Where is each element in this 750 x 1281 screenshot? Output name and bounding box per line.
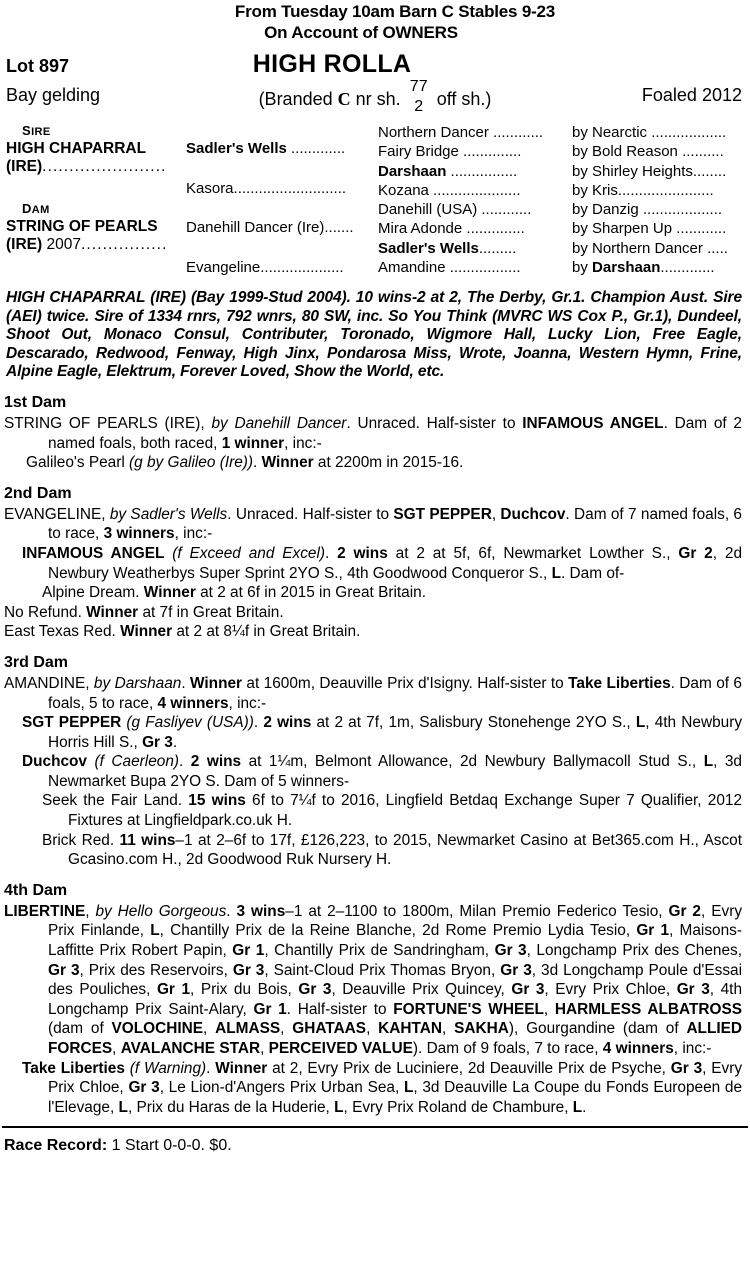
ggp-sire-cell [572, 200, 746, 219]
great-grandparent-cell [378, 258, 572, 277]
dam-sire-text: by Danehill Dancer [211, 414, 347, 432]
dam-origin: (IRE) [6, 236, 43, 253]
sire-origin-line [6, 158, 186, 176]
first-dam-progeny: Galileo's Pearl (g by Galileo (Ire)). Winner at 2200m in 2015-16. [26, 454, 464, 472]
third-dam-progeny: Brick Red. 11 wins–1 at 2–6f to 17f, £126,223, to 2015, Newmarket Casino at Bet365.com H., Ascot Gcasino.com H., 2d Goodwood Ruk Nursery H. [42, 831, 742, 869]
great-grandparent-cell [378, 200, 572, 219]
dam-year: 2007 [46, 236, 81, 253]
winner-count: 1 winner [221, 434, 285, 452]
dam-status: Winner [190, 674, 243, 692]
ggp-sire-name: by Bold Reason [572, 143, 678, 161]
grandparent-leader-dots: ............. [286, 140, 346, 157]
dam-status: 3 wins [236, 902, 286, 920]
race-record [0, 1137, 750, 1155]
grade-badge: Gr 2 [668, 902, 701, 920]
section-heading-1st-dam: 1st Dam [4, 393, 67, 411]
lot-title-row [0, 50, 750, 79]
fourth-dam-progeny: Take Liberties (f Warning). Winner at 2, Evry Prix de Luciniere, 2d Deauville Prix de Psyche, Gr 3, Evry Prix Chloe, Gr 3, Le Lion-d'Angers Prix Urban Sea, L, 3d Deauville La Coupe du Fonds Europeen de l'Elevage, L, Prix du Haras de la Huderie, L, Evry Prix Roland de Chambure, L. [22, 1059, 743, 1116]
brand-denominator: 2 [414, 98, 424, 115]
dam-name-text: EVANGELINE, [4, 505, 110, 523]
dam-origin-line [6, 236, 186, 254]
grandparent-leader-dots: ....... [324, 219, 354, 236]
brand-prefix: (Branded [258, 88, 333, 109]
ggp-sire-leader-dots: ........ [692, 162, 727, 180]
second-dam-progeny: INFAMOUS ANGEL (f Exceed and Excel). 2 wins at 2 at 5f, 6f, Newmarket Lowther S., Gr 2, 2d Newbury Weatherbys Super Sprint 2YO S., 4th Goodwood Conqueror S., L. Dam of- [22, 544, 743, 582]
dam-leader-dots: ................ [80, 236, 168, 253]
sire-label: SIRE [22, 123, 51, 138]
progeny-name: Brick Red. [42, 831, 120, 849]
progeny-breeding: (f Caerleon) [87, 753, 179, 771]
progeny-status: Winner [86, 603, 139, 621]
progeny-breeding: (f Warning) [124, 1059, 207, 1077]
great-grandparent-cell [378, 181, 572, 200]
progeny-name: INFAMOUS ANGEL [22, 544, 165, 562]
pedigree-column-greatgrandparents [378, 123, 572, 279]
pedigree-column-sireline [572, 123, 746, 279]
progeny-status: 2 wins [190, 753, 242, 771]
sire-origin: (IRE) [6, 158, 43, 175]
section-heading-2nd-dam: 2nd Dam [4, 484, 72, 502]
inc-text: , inc:- [284, 434, 322, 452]
sire-summary-paragraph: HIGH CHAPARRAL (IRE) (Bay 1999-Stud 2004). 10 wins-2 at 2, The Derby, Gr.1. Champion Aust. Sire (AEI) twice. Sire of 1334 rnrs, 792 wnrs, 80 SW, inc. So You Think (MVRC WS Cox P., Gr.1), Dundeel, Shoot Out, Monaco Consul, Contributer, Toronado, Wigmore Hall, Lucky Lion, Free Eagle, Descarado, Redwood, Fenway, High Jinx, Pondarosa Miss, Wrote, Joanna, Western Hymn, Frine, Alpine Eagle, Elektrum, Forever Loved, Show the World, etc. [6, 289, 742, 381]
ggp-leader-dots: ..................... [428, 181, 521, 199]
progeny-status: 15 wins [188, 792, 246, 810]
brand-mid: nr sh. [355, 88, 401, 109]
ggp-leader-dots: ......... [478, 239, 517, 257]
grade-badge: L [118, 1098, 128, 1116]
account-line: On Account of OWNERS [264, 23, 458, 42]
sale-session-line: From Tuesday 10am Barn C Stables 9-23 [234, 2, 556, 21]
sire-name: HIGH CHAPARRAL [6, 140, 147, 157]
great-grandparent-cell [378, 219, 572, 238]
grade-badge: Gr 3 [670, 1059, 703, 1077]
grade-badge: Gr 1 [232, 942, 265, 960]
progeny-status: Winner [215, 1059, 268, 1077]
grandparent-leader-dots: .................... [260, 259, 344, 277]
ggp-sire-cell [572, 219, 746, 238]
related-horse: HARMLESS ALBATROSS [554, 1000, 743, 1018]
first-dam-body [4, 414, 742, 453]
grade-badge: Gr 3 [48, 961, 80, 979]
grade-badge: Gr 3 [500, 961, 532, 979]
ggp-sire-cell [572, 123, 746, 142]
grade-badge: Gr 1 [636, 922, 670, 940]
grandparent-cell [186, 258, 378, 277]
progeny-name: Galileo's Pearl [26, 454, 130, 472]
footer-divider [2, 1126, 748, 1128]
dam-name-text: AMANDINE, [4, 674, 94, 692]
grade-badge: L [150, 922, 160, 940]
great-grandparent-cell [378, 239, 572, 258]
progeny-detail: at 2200m in 2015-16. [313, 454, 464, 472]
pedigree-column-parents [6, 123, 186, 279]
great-grandparent-name: Mira Adonde [378, 220, 463, 238]
grade-badge: Gr 3 [494, 942, 527, 960]
grandparent-name: Evangeline [186, 259, 261, 277]
dam-sire-text: by Darshaan [93, 674, 182, 692]
grade-badge: L [635, 714, 646, 732]
pedigree-table [0, 123, 750, 279]
dam-name: STRING OF PEARLS [6, 218, 158, 235]
related-horse: SGT PEPPER [393, 505, 492, 523]
grade-badge: L [403, 1079, 414, 1097]
related-horse: ALMASS [215, 1020, 281, 1038]
ggp-sire-leader-dots: .......... [677, 143, 724, 161]
grade-badge: Gr 3 [511, 981, 545, 999]
pedigree-column-grandparents [186, 123, 378, 279]
great-grandparent-name: Danehill (USA) [378, 201, 478, 219]
lot-number: Lot 897 [6, 56, 70, 76]
sire-block [6, 123, 186, 201]
dam-name-text: STRING OF PEARLS (IRE), [4, 414, 212, 432]
grade-badge: Gr 3 [128, 1079, 160, 1097]
grade-badge: Gr 2 [678, 544, 713, 562]
second-dam-progeny: No Refund. Winner at 7f in Great Britain. [4, 603, 284, 621]
progeny-status: 2 wins [337, 544, 388, 562]
grandparent-name: Danehill Dancer (Ire) [186, 219, 325, 236]
ggp-sire-name: by Shirley Heights [572, 162, 693, 180]
ggp-sire-name: by Nearctic [572, 124, 648, 141]
sire-leader-dots: ....................... [42, 158, 167, 175]
ggp-sire-cell [572, 258, 746, 277]
ggp-sire-name: by Sharpen Up [572, 220, 673, 238]
great-grandparent-name: Northern Dancer [378, 124, 489, 141]
dam-grandparents [186, 201, 378, 279]
grade-badge: L [703, 753, 714, 771]
progeny-status: 2 wins [263, 714, 312, 732]
ggp-sire-cell [572, 239, 746, 258]
ggp-leader-dots: ................. [445, 259, 521, 277]
third-dam-progeny: Duchcov (f Caerleon). 2 wins at 1¼m, Belmont Allowance, 2d Newbury Ballymacoll Stud S., L, 3d Newmarket Bupa 2YO S. Dam of 5 winners- [22, 753, 742, 790]
progeny-breeding: (g by Galileo (Ire)) [129, 454, 254, 472]
dam-name-text: LIBERTINE [4, 902, 86, 920]
grandparent-cell [186, 179, 378, 198]
progeny-name: Duchcov [22, 753, 87, 771]
ggp-leader-dots: .............. [458, 143, 522, 161]
dam-produce-text: . Dam of 2 named foals, both raced, [48, 414, 742, 452]
related-horse: INFAMOUS ANGEL [522, 414, 664, 432]
ggp-sire-name: by Danzig [572, 201, 639, 219]
winner-count: 3 winners [103, 525, 175, 543]
progeny-name: Seek the Fair Land. [42, 792, 189, 810]
second-dam-progeny: East Texas Red. Winner at 2 at 8¼f in Great Britain. [4, 623, 361, 641]
grade-badge: L [334, 1098, 344, 1116]
ggp-sire-leader-dots: .................. [647, 124, 727, 141]
ggp-sire-cell [572, 142, 746, 161]
ggp-leader-dots: ................ [446, 162, 518, 180]
third-dam-progeny: Seek the Fair Land. 15 wins 6f to 7¼f to 2016, Lingfield Betdaq Exchange Super 7 Qualifier, 2012 Fixtures at Lingfieldpark.co.uk H. [42, 792, 743, 830]
great-grandparent-name: Kozana [378, 181, 429, 199]
third-dam-body: AMANDINE, by Darshaan. Winner at 1600m, Deauville Prix d'Isigny. Half-sister to Take Liberties. Dam of 6 foals, 5 to race, 4 winners, inc:- [4, 674, 742, 712]
first-dam-section [0, 393, 750, 473]
progeny-status: Winner [120, 623, 173, 641]
progeny-name: No Refund. [4, 603, 87, 621]
grade-badge: Gr 1 [156, 981, 191, 999]
ggp-sire-name: by Northern Dancer [572, 239, 703, 257]
brand-letter-icon: C [337, 88, 351, 109]
foaled-year: Foaled 2012 [641, 85, 742, 105]
brand-number-stack [406, 78, 432, 116]
brand-numerator: 77 [409, 78, 428, 95]
ggp-sire-leader-dots: ..... [702, 239, 728, 257]
related-horse: Duchcov [500, 505, 566, 523]
grandparent-leader-dots: ........................... [233, 180, 347, 198]
second-dam-section [0, 484, 750, 642]
page-title: HIGH ROLLA [252, 50, 412, 78]
great-grandparent-name: Amandine [378, 259, 446, 277]
fourth-dam-section [0, 881, 750, 1118]
ggp-leader-dots: ............ [477, 201, 532, 219]
race-record-label: Race Record: [4, 1137, 108, 1155]
ggp-sire-leader-dots: ............ [672, 220, 727, 238]
dam-label: DAM [22, 201, 50, 216]
progeny-breeding: (g Fasliyev (USA)) [121, 714, 254, 732]
progeny-status: Winner [261, 454, 314, 472]
great-grandparent-name: Darshaan [378, 162, 447, 180]
winner-count: 4 winners [157, 694, 229, 712]
grandparent-name: Sadler's Wells [186, 140, 287, 157]
section-heading-4th-dam: 4th Dam [4, 881, 68, 899]
grade-badge: Gr 3 [298, 981, 332, 999]
second-dam-body: EVANGELINE, by Sadler's Wells. Unraced. Half-sister to SGT PEPPER, Duchcov. Dam of 7 named foals, 6 to race, 3 winners, inc:- [4, 505, 742, 543]
great-grandparent-cell [378, 123, 572, 142]
related-horse: VOLOCHINE [111, 1020, 204, 1038]
grandparent-name: Kasora [186, 180, 234, 198]
related-horse: Take Liberties [568, 674, 671, 692]
sire-grandparents [186, 123, 378, 201]
progeny-name: Take Liberties [22, 1059, 125, 1077]
progeny-name: Alpine Dream. [42, 584, 144, 602]
progeny-name: SGT PEPPER [22, 714, 122, 732]
race-record-value: 1 Start 0-0-0. $0. [111, 1137, 232, 1155]
grade-badge: L [572, 1098, 583, 1116]
ggp-sire-prefix: by [572, 259, 593, 277]
progeny-name: East Texas Red. [4, 623, 121, 641]
ggp-sire-leader-dots: ....................... [617, 181, 714, 199]
great-grandparent-name: Sadler's Wells [378, 239, 479, 257]
ggp-sire-cell [572, 181, 746, 200]
dam-sire-text: by Sadler's Wells [109, 505, 228, 523]
second-dam-progeny: Alpine Dream. Winner at 2 at 6f in 2015 in Great Britain. [42, 584, 426, 602]
dam-sire-text: by Hello Gorgeous [95, 902, 227, 920]
third-dam-section [0, 653, 750, 870]
winner-count: 4 winners [602, 1040, 674, 1057]
third-dam-progeny: SGT PEPPER (g Fasliyev (USA)). 2 wins at 2 at 7f, 1m, Salisbury Stonehenge 2YO S., L, 4th Newbury Horris Hill S., Gr 3. [22, 714, 743, 751]
ggp-sire-leader-dots: ............. [660, 259, 715, 277]
ggp-sire-name: Darshaan [592, 259, 661, 277]
related-horse: PERCEIVED VALUE [268, 1040, 413, 1057]
progeny-breeding: (f Exceed and Excel) [164, 544, 325, 562]
grade-badge: Gr 3 [232, 961, 265, 979]
related-horse: SAKHA [454, 1020, 509, 1038]
great-grandparent-cell [378, 162, 572, 181]
fourth-dam-body: LIBERTINE, by Hello Gorgeous. 3 wins–1 at 2–1100 to 1800m, Milan Premio Federico Tesio, Gr 2, Evry Prix Finlande, L, Chantilly Prix de la Reine Blanche, 2d Rome Premio Lydia Tesio, Gr 1, Maisons-Laffitte Prix Robert Papin, Gr 1, Chantilly Prix de Sandringham, Gr 3, Longchamp Prix des Chenes, Gr 3, Prix des Reservoirs, Gr 3, Saint-Cloud Prix Thomas Bryon, Gr 3, 3d Longchamp Poule d'Essai des Pouliches, Gr 1, Prix du Bois, Gr 3, Deauville Prix Quincey, Gr 3, Evry Prix Chloe, Gr 3, 4th Longchamp Prix Saint-Alary, Gr 1. Half-sister to FORTUNE'S WHEEL, HARMLESS ALBATROSS (dam of VOLOCHINE, ALMASS, GHATAAS, KAHTAN, SAKHA), Gourgandine (dam of ALLIED FORCES, AVALANCHE STAR, PERCEIVED VALUE). Dam of 9 foals, 7 to race, 4 winners, inc:- [4, 902, 743, 1057]
ggp-sire-name: by Kris [572, 181, 618, 199]
horse-description-row [0, 78, 750, 115]
progeny-status: 11 wins [119, 831, 176, 849]
related-horse: AVALANCHE STAR [120, 1040, 261, 1057]
progeny-status: Winner [143, 584, 196, 602]
brand-suffix: off sh.) [436, 88, 492, 109]
related-horse: FORTUNE'S WHEEL [393, 1000, 544, 1018]
great-grandparent-cell [378, 142, 572, 161]
grandparent-cell [186, 218, 378, 237]
ggp-leader-dots: .............. [462, 220, 525, 238]
great-grandparent-name: Fairy Bridge [378, 143, 459, 161]
section-heading-3rd-dam: 3rd Dam [4, 653, 69, 671]
grade-badge: Gr 1 [253, 1000, 287, 1018]
related-horse: ALLIED FORCES [48, 1020, 743, 1057]
ggp-leader-dots: ............ [488, 124, 544, 141]
related-horse: KAHTAN [378, 1020, 443, 1038]
ggp-sire-leader-dots: ................... [638, 201, 723, 219]
dam-race-text: . Unraced. Half-sister to [346, 414, 523, 432]
colour-and-sex: Bay gelding [6, 85, 101, 105]
ggp-sire-cell [572, 162, 746, 181]
grandparent-cell [186, 139, 378, 158]
grade-badge: Gr 3 [142, 733, 173, 751]
brand-marks [150, 78, 600, 115]
related-horse: GHATAAS [292, 1020, 367, 1038]
dam-block [6, 201, 186, 279]
grade-badge: Gr 3 [676, 981, 710, 999]
grade-badge: L [551, 564, 561, 582]
